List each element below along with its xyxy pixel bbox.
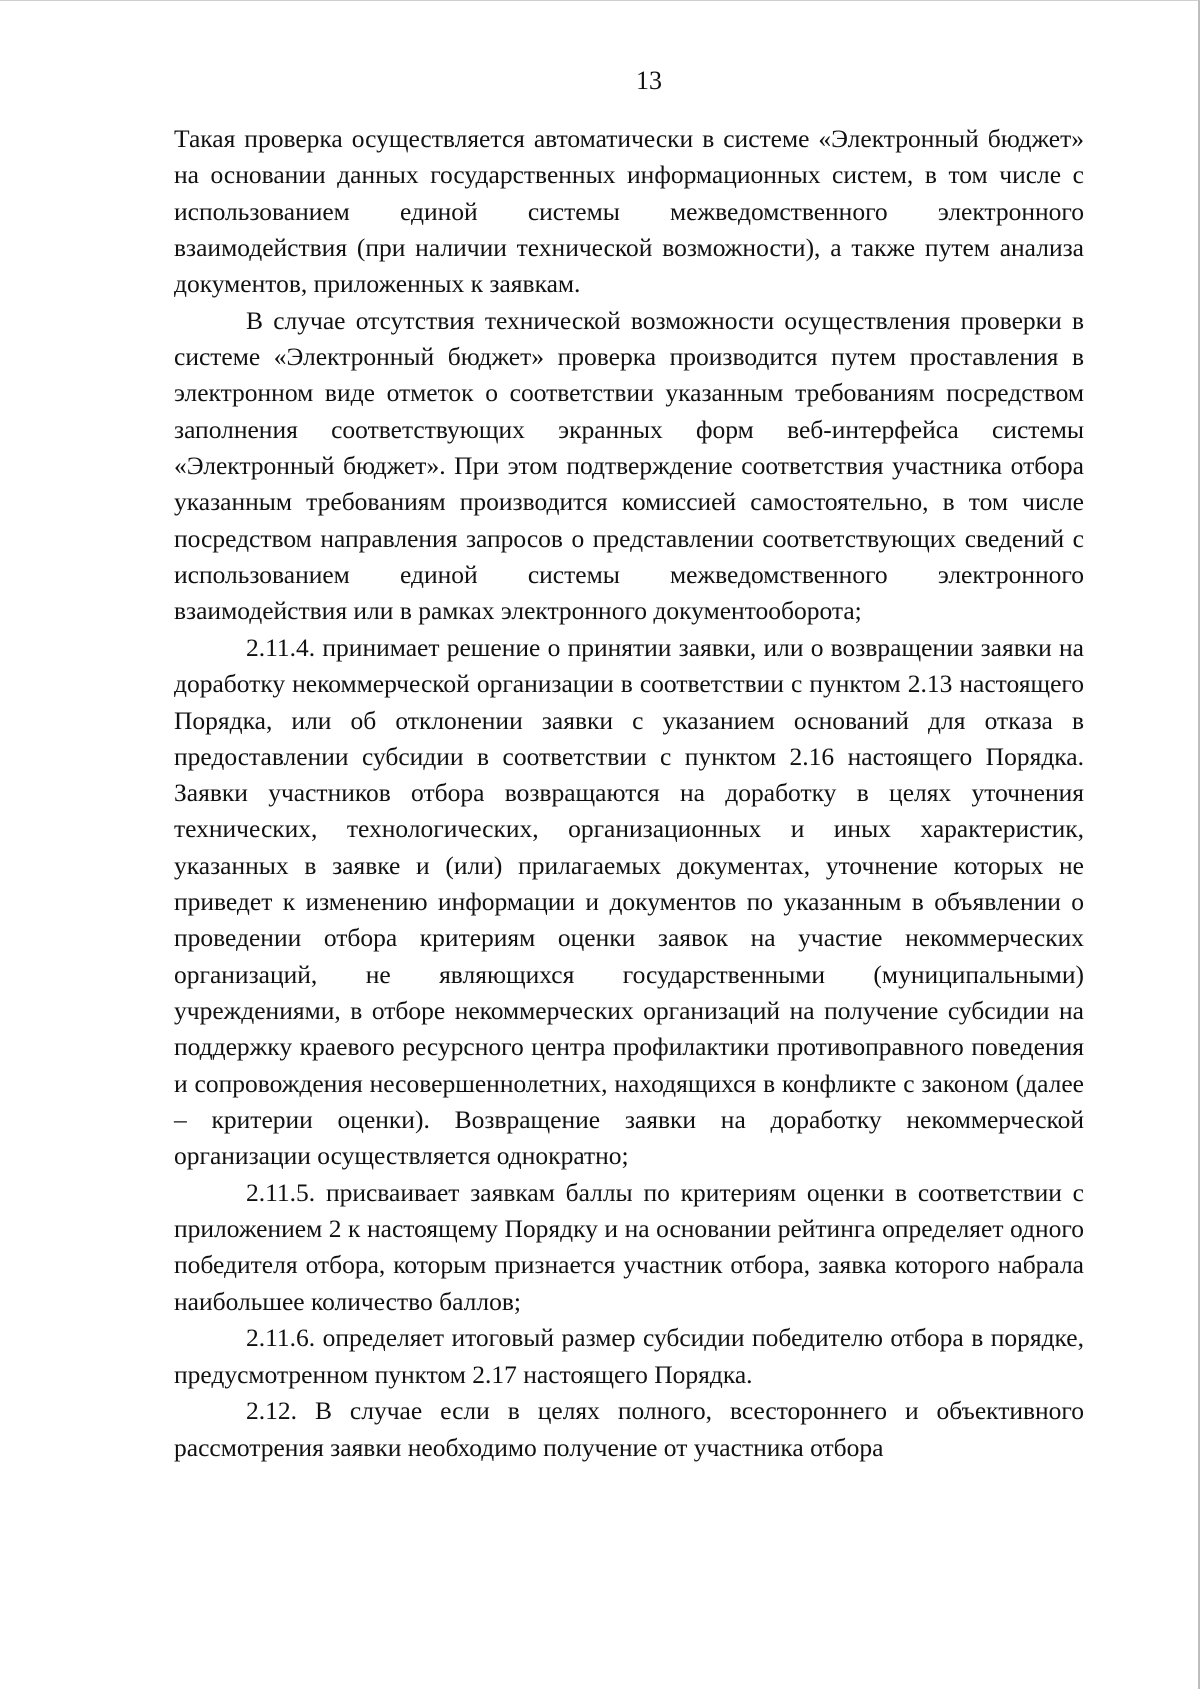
paragraph-2-11-4: 2.11.4. принимает решение о принятии заявки, или о возвращении заявки на доработку некоммерческой организации в соответствии с пунктом 2.13 настоящего Порядка, или об отклонении заявки с указанием оснований для отказа в предоставлении субсидии в соответствии с пунктом 2.16 настоящего Порядка. Заявки участников отбора возвращаются на доработку в целях уточнения технических, технологических, организационных и иных характеристик, указанных в заявке и (или) прилагаемых документах, уточнение которых не приведет к изменению информации и документов по указанным в объявлении о проведении отбора критериям оценки заявок на участие некоммерческих организаций, не являющихся государственными (муниципальными) учреждениями, в отборе некоммерческих организаций на получение субсидии на поддержку краевого ресурсного центра профилактики противоправного поведения и сопровождения несовершеннолетних, находящихся в конфликте с законом (далее – критерии оценки). Возвращение заявки на доработку некоммерческой организации осуществляется однократно; — [174, 632, 1084, 1171]
document-body — [174, 121, 1084, 1466]
paragraph-check-manual: В случае отсутствия технической возможности осуществления проверки в системе «Электронный бюджет» проверка производится путем проставления в электронном виде отметок о соответствии указанным требованиям посредством заполнения соответствующих экранных форм веб-интерфейса системы «Электронный бюджет». При этом подтверждение соответствия участника отбора указанным требованиям производится комиссией самостоятельно, в том числе посредством направления запросов о представлении соответствующих сведений с использованием единой системы межведомственного электронного взаимодействия или в рамках электронного документооборота; — [174, 305, 1084, 626]
page-number: 13 — [636, 66, 662, 95]
paragraph-2-11-5: 2.11.5. присваивает заявкам баллы по критериям оценки в соответствии с приложением 2 к настоящему Порядку и на основании рейтинга определяет одного победителя отбора, которым признается участник отбора, заявка которого набрала наибольшее количество баллов; — [174, 1177, 1084, 1316]
paragraph-check-automatic: Такая проверка осуществляется автоматически в системе «Электронный бюджет» на основании данных государственных информационных систем, в том числе с использованием единой системы межведомственного электронного взаимодействия (при наличии технической возможности), а также путем анализа документов, приложенных к заявкам. — [174, 124, 1084, 299]
paragraph-2-11-6: 2.11.6. определяет итоговый размер субсидии победителю отбора в порядке, предусмотренном пунктом 2.17 настоящего Порядка. — [174, 1323, 1084, 1389]
paragraph-2-12: 2.12. В случае если в целях полного, всестороннего и объективного рассмотрения заявки необходимо получение от участника отбора — [174, 1396, 1084, 1462]
